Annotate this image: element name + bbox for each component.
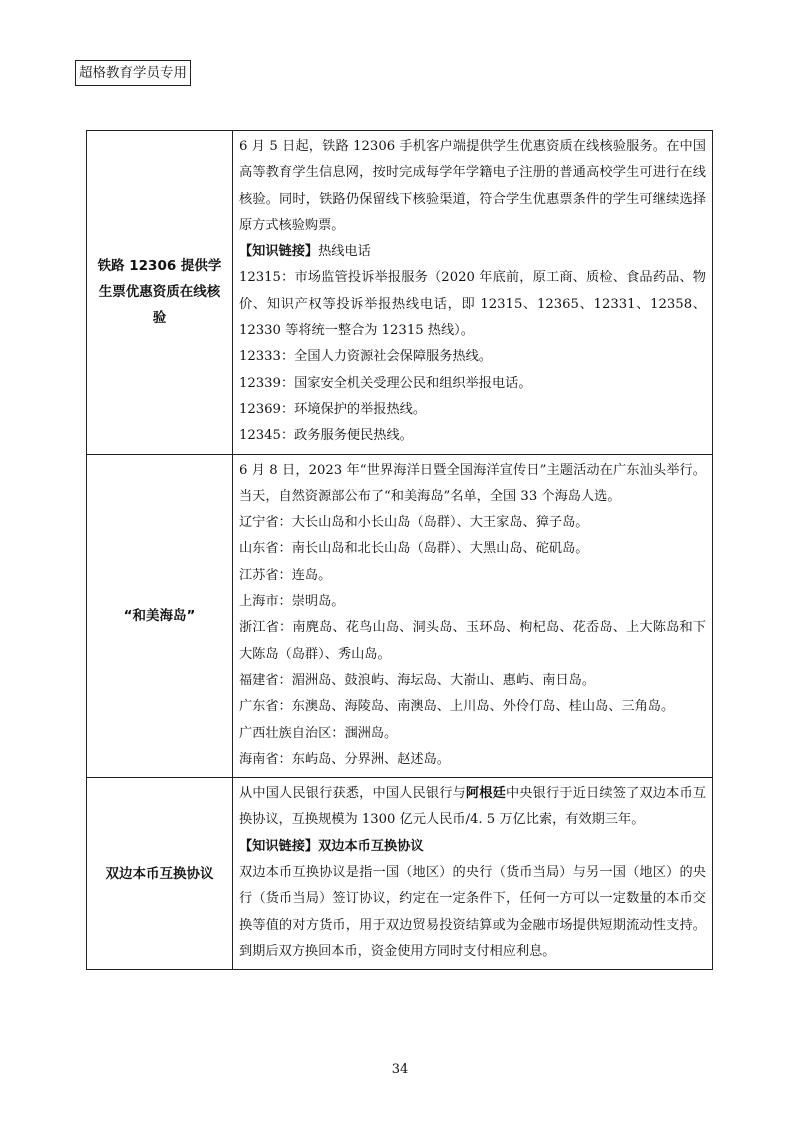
news-table	[86, 130, 713, 970]
link-title: 双边本币互换协议	[318, 838, 424, 854]
link-heading: 【知识链接】	[239, 244, 319, 260]
row-content	[233, 778, 713, 970]
row-label: “和美海岛”	[87, 454, 233, 778]
list-item: 12315：市场监管投诉举报服务（2020 年底前，原工商、质检、食品药品、物价、知识产权等投诉举报热线电话，即 12315、12365、12331、12358、12330 等将统一整合为 12315 热线）。	[239, 270, 706, 339]
intro-text: 从中国人民银行获悉，中国人民银行与	[239, 786, 466, 802]
list-item: 广东省：东澳岛、海陵岛、南澳岛、上川岛、外伶仃岛、桂山岛、三角岛。	[239, 699, 675, 715]
knowledge-link	[239, 834, 706, 860]
page-number: 34	[391, 1062, 409, 1077]
row-label: 双边本币互换协议	[87, 778, 233, 970]
row-content	[233, 131, 713, 455]
list-item: 江苏省：连岛。	[239, 567, 332, 583]
list-item: 辽宁省：大长山岛和小长山岛（岛群）、大王家岛、獐子岛。	[239, 515, 589, 531]
paragraph: 双边本币互换协议是指一国（地区）的央行（货币当局）与另一国（地区）的央行（货币当局）签订协议，约定在一定条件下，任何一方可以一定数量的本币交换等值的对方货币，用于双边贸易投资结算或为金融市场提供短期流动性支持。到期后双方换回本币，资金使用方同时支付相应利息。	[239, 865, 706, 959]
paragraph: 6 月 8 日，2023 年“世界海洋日暨全国海洋宣传日”主题活动在广东汕头举行。当天，自然资源部公布了“和美海岛”名单，全国 33 个海岛人选。	[239, 462, 706, 504]
list-item: 上海市：崇明岛。	[239, 594, 345, 610]
list-item: 12333：全国人力资源社会保障服务热线。	[239, 349, 492, 365]
intro-bold-country: 阿根廷	[465, 786, 506, 802]
list-item: 海南省：东屿岛、分界洲、赵述岛。	[239, 751, 450, 767]
row-content	[233, 454, 713, 778]
list-item: 山东省：南长山岛和北长山岛（岛群）、大黑山岛、砣矶岛。	[239, 541, 589, 557]
row-label: 铁路 12306 提供学生票优惠资质在线核验	[87, 131, 233, 455]
list-item: 福建省：湄洲岛、鼓浪屿、海坛岛、大嵛山、惠屿、南日岛。	[239, 672, 596, 688]
list-item: 广西壮族自治区：涠洲岛。	[239, 725, 398, 741]
table-row	[87, 454, 713, 778]
intro-text: 中央银行于近日续签了双边本币互换协议，互换规模为 1300 亿元人民币/4. 5 万亿比索，有效期三年。	[239, 786, 707, 828]
list-item: 浙江省：南麂岛、花鸟山岛、洞头岛、玉环岛、枸杞岛、花岙岛、上大陈岛和下大陈岛（岛群）、秀山岛。	[239, 620, 706, 662]
table-row	[87, 778, 713, 970]
list-item: 12345：政务服务便民热线。	[239, 428, 413, 444]
link-heading: 【知识链接】	[239, 838, 319, 854]
list-item: 12339：国家安全机关受理公民和组织举报电话。	[239, 375, 532, 391]
paragraph	[239, 781, 706, 834]
header-label: 超格教育学员专用	[75, 60, 191, 86]
knowledge-link	[239, 239, 706, 265]
link-title: 热线电话	[318, 244, 371, 260]
list-item: 12369：环境保护的举报热线。	[239, 401, 427, 417]
paragraph: 6 月 5 日起，铁路 12306 手机客户端提供学生优惠资质在线核验服务。在中国高等教育学生信息网，按时完成每学年学籍电子注册的普通高校学生可进行在线核验。同时，铁路仍保留线下核验渠道，符合学生优惠票条件的学生可继续选择原方式核验购票。	[239, 139, 706, 233]
table-row	[87, 131, 713, 455]
